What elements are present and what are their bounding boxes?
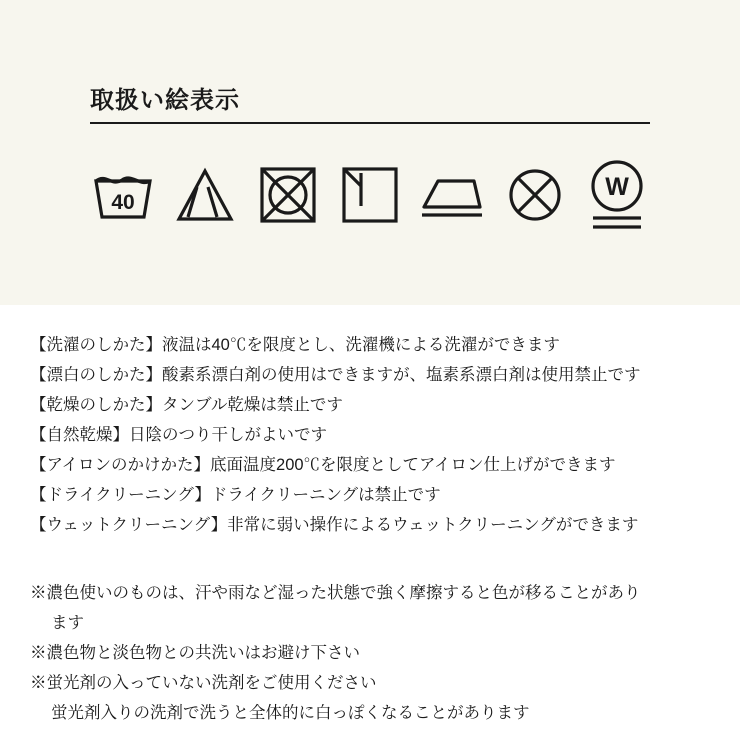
wet-clean-letter-label: W xyxy=(605,173,629,201)
page-title: 取扱い絵表示 xyxy=(90,87,240,114)
care-instruction-line: 【洗濯のしかた】液温は40℃を限度とし、洗濯機による洗濯ができます xyxy=(30,336,560,354)
title-divider xyxy=(90,122,650,124)
wet-cleaning-very-mild-symbol xyxy=(584,155,650,235)
notes-list xyxy=(30,578,730,728)
care-instruction-line: 【ドライクリーニング】ドライクリーニングは禁止です xyxy=(30,486,441,504)
drip-dry-in-shade-symbol xyxy=(337,155,403,235)
note-line: ※濃色物と淡色物との共洗いはお避け下さい xyxy=(30,644,360,662)
note-line: ※濃色使いのものは、汗や雨など湿った状態で強く摩擦すると色が移ることがあり xyxy=(30,584,641,602)
do-not-dryclean-symbol xyxy=(502,155,568,235)
care-symbol-row xyxy=(90,150,650,240)
oxygen-bleach-allowed-symbol xyxy=(172,155,238,235)
care-instruction-line: 【アイロンのかけかた】底面温度200℃を限度としてアイロン仕上げができます xyxy=(30,456,616,474)
washing-machine-40-symbol xyxy=(90,155,156,235)
note-line: ます xyxy=(51,614,84,632)
care-instruction-list xyxy=(30,330,730,540)
care-instruction-line: 【ウェットクリーニング】非常に弱い操作によるウェットクリーニングができます xyxy=(30,516,639,534)
care-instruction-line: 【乾燥のしかた】タンブル乾燥は禁止です xyxy=(30,396,343,414)
care-instruction-line: 【自然乾燥】日陰のつり干しがよいです xyxy=(30,426,327,444)
care-instruction-line: 【漂白のしかた】酸素系漂白剤の使用はできますが、塩素系漂白剤は使用禁止です xyxy=(30,366,641,384)
note-line: ※蛍光剤の入っていない洗剤をご使用ください xyxy=(30,674,377,692)
iron-medium-symbol xyxy=(419,155,485,235)
do-not-tumble-dry-symbol xyxy=(255,155,321,235)
symbol-panel xyxy=(0,0,740,305)
note-line: 蛍光剤入りの洗剤で洗うと全体的に白っぽくなることがあります xyxy=(51,704,530,722)
wash-temp-label: 40 xyxy=(111,191,135,214)
